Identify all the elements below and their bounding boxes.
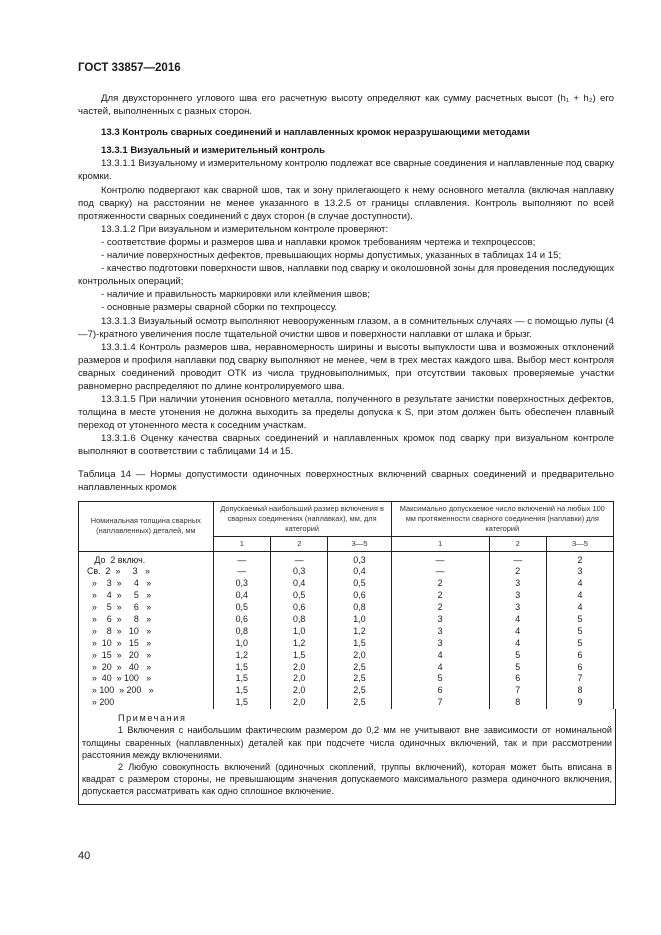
value-cell: 2,0	[293, 661, 306, 672]
thickness-cell: » 6 » 8 »	[87, 613, 152, 624]
value-cell: 0,5	[353, 578, 366, 589]
value-cell: 0,4	[353, 566, 366, 577]
value-cell: 2	[437, 578, 443, 589]
norms-table	[78, 501, 614, 710]
value-cell: —	[237, 554, 247, 565]
value-cell: 5	[577, 613, 583, 624]
value-cell: 1,5	[353, 637, 366, 648]
section-title: 13.3 Контроль сварных соединений и наплавленных кромок неразрушающими методами	[101, 127, 530, 139]
value-cell: 3	[437, 613, 443, 624]
value-cell: 3	[515, 590, 521, 601]
value-cell: 0,3	[353, 554, 366, 565]
value-cell: 1,5	[235, 661, 248, 672]
value-cell: 1,2	[235, 649, 248, 660]
paragraph: Контролю подвергают как сварной шов, так и зону прилегающего к нему основного металла (включая наплавку под сварку) на расстоянии не менее указанного в 13.2.5 от границы сплавления. Контроль выполняют по всей протяженности сварных соединений с двух сторон (в случае доступности).	[78, 184, 614, 222]
value-cell: 7	[515, 685, 521, 696]
value-cell: 2	[437, 590, 443, 601]
value-cell: 2,5	[353, 685, 366, 696]
value-cell: 4	[577, 578, 583, 589]
value-cell: 0,8	[293, 613, 306, 624]
paragraph: 13.3.1.4 Контроль размеров шва, неравномерность ширины и высоты выпуклости шва и возможных отклонений размеров и профиля наплавки под сварку выполняют не менее, чем в трех местах каждого шва. Выбор мест контроля сварных соединений проводит ОТК из числа трудновыполнимых, при отсутствии таковых проверяемые участки равномерно распределяют по длине контролируемого шва.	[78, 341, 614, 392]
value-cell: —	[435, 554, 445, 565]
value-cell: 2,0	[293, 685, 306, 696]
value-cell: 0,8	[235, 625, 248, 636]
value-cell: 4	[437, 661, 443, 672]
page-number: 40	[78, 850, 91, 862]
value-cell: 2,0	[293, 673, 306, 684]
thickness-cell: » 3 » 4 »	[87, 578, 152, 589]
value-cell: 0,6	[353, 590, 366, 601]
list-item: - основные размеры сварной сборки по техпроцессу.	[101, 302, 338, 314]
value-cell: 6	[437, 685, 443, 696]
thickness-cell: Св. 2 » 3 »	[87, 566, 150, 577]
value-cell: 1,2	[353, 625, 366, 636]
value-cell: 1,2	[293, 637, 306, 648]
table-caption: Таблица 14 — Нормы допустимости одиночных поверхностных включений сварных соединений и предварительно наплавленных кромок	[78, 468, 614, 493]
header-count: Максимально допускаемое число включений на любых 100 мм протяженности сварного соединения (наплавки) для категорий	[391, 501, 613, 536]
value-cell: 7	[437, 697, 443, 708]
thickness-cell: » 5 » 6 »	[87, 602, 152, 613]
value-cell: 4	[515, 625, 521, 636]
value-cell: —	[435, 566, 445, 577]
value-cell: 5	[577, 625, 583, 636]
note: 2 Любую совокупность включений (одиночных скоплений, группы включений), которая может быть вписана в квадрат с размером стороны, не превышающим значения допускаемого максимального размера одиночного включения, допускается рассматривать как одно сплошное включение.	[82, 761, 612, 797]
value-column	[489, 551, 546, 709]
value-cell: 1,5	[235, 673, 248, 684]
value-cell: 5	[577, 637, 583, 648]
value-cell: 6	[577, 661, 583, 672]
value-cell: 6	[577, 649, 583, 660]
value-cell: 0,8	[353, 602, 366, 613]
value-cell: 7	[577, 673, 583, 684]
paragraph: 13.3.1.5 При наличии утонения основного металла, полученного в результате зачистки поверхностных дефектов, толщина в месте утонения не должна выходить за пределы допуска к S, при этом должен быть обеспечен плавный переход от утоненного места к соседним участкам.	[78, 394, 614, 432]
value-cell: 3	[515, 602, 521, 613]
value-cell: 0,4	[235, 590, 248, 601]
table-notes	[78, 709, 616, 804]
value-cell: 1,5	[235, 697, 248, 708]
value-cell: 0,5	[293, 590, 306, 601]
thickness-cell: » 40 » 100 »	[87, 673, 152, 684]
value-cell: 2,5	[353, 697, 366, 708]
list-item: - качество подготовки поверхности швов, наплавки под сварку и околошовной зоны для проведения последующих контрольных операций;	[78, 263, 614, 288]
value-cell: 3	[515, 578, 521, 589]
notes-title: Примечания	[118, 713, 187, 724]
value-column	[546, 551, 613, 709]
category-header: 1	[391, 536, 489, 551]
value-cell: 1,0	[353, 613, 366, 624]
value-cell: 8	[577, 685, 583, 696]
list-item: - наличие поверхностных дефектов, превышающих нормы допустимых, указанных в таблицах 14 и 15;	[101, 250, 562, 262]
value-cell: 3	[577, 566, 583, 577]
value-cell: 2	[577, 554, 583, 565]
paragraph: 13.3.1.3 Визуальный осмотр выполняют невооруженным глазом, а в сомнительных случаях — с помощью лупы (4—7)-кратного увеличения после тщательной очистки швов и поверхности наплавки от шлака и брызг.	[78, 315, 614, 340]
value-cell: 3	[437, 625, 443, 636]
value-cell: 0,5	[235, 602, 248, 613]
value-cell: 6	[515, 673, 521, 684]
value-cell: 5	[515, 661, 521, 672]
value-cell: 3	[437, 637, 443, 648]
value-cell: —	[294, 554, 304, 565]
subsection-title: 13.3.1 Визуальный и измерительный контроль	[101, 145, 326, 157]
category-header: 2	[271, 536, 328, 551]
thickness-cell: » 15 » 20 »	[87, 649, 152, 660]
doc-header: ГОСТ 33857—2016	[78, 62, 181, 74]
value-cell: 2,5	[353, 673, 366, 684]
value-column	[328, 551, 391, 709]
value-cell: 5	[515, 649, 521, 660]
value-cell: 4	[577, 602, 583, 613]
value-cell: 0,3	[235, 578, 248, 589]
paragraph: 13.3.1.6 Оценку качества сварных соединений и наплавленных кромок под сварку при визуальном контроле выполняют в соответствии с таблицами 14 и 15.	[78, 433, 614, 458]
thickness-cell: » 10 » 15 »	[87, 637, 152, 648]
value-cell: 8	[515, 697, 521, 708]
thickness-cell: » 20 » 40 »	[87, 661, 152, 672]
value-cell: 0,4	[293, 578, 306, 589]
value-cell: 4	[437, 649, 443, 660]
category-header: 3—5	[546, 536, 613, 551]
value-cell: 5	[437, 673, 443, 684]
thickness-column	[79, 551, 214, 709]
value-cell: 0,3	[293, 566, 306, 577]
value-cell: 1,0	[235, 637, 248, 648]
main-content	[78, 92, 614, 805]
value-column	[213, 551, 270, 709]
thickness-cell: » 100 » 200 »	[87, 685, 154, 696]
value-cell: —	[513, 554, 523, 565]
value-cell: 4	[577, 590, 583, 601]
thickness-cell: » 8 » 10 »	[87, 625, 152, 636]
category-header: 2	[489, 536, 546, 551]
value-cell: 2,0	[353, 649, 366, 660]
value-column	[271, 551, 328, 709]
value-cell: 2,0	[293, 697, 306, 708]
value-cell: 4	[515, 613, 521, 624]
header-thickness: Номинальная толщина сварных (наплавленных) деталей, мм	[79, 501, 214, 551]
paragraph: 13.3.1.1 Визуальному и измерительному контролю подлежат все сварные соединения и наплавленные под сварку кромки.	[78, 158, 614, 183]
category-header: 3—5	[328, 536, 391, 551]
thickness-cell: » 4 » 5 »	[87, 590, 152, 601]
thickness-cell: » 200	[87, 697, 115, 708]
value-cell: 2	[437, 602, 443, 613]
list-item: - соответствие формы и размеров шва и наплавки кромок требованиям чертежа и техпроцессов;	[101, 236, 536, 248]
value-cell: 9	[577, 697, 583, 708]
value-cell: 1,5	[293, 649, 306, 660]
value-cell: 1,0	[293, 625, 306, 636]
thickness-cell: До 2 включ.	[87, 554, 146, 565]
paragraph: 13.3.1.2 При визуальном и измерительном контроле проверяют:	[101, 223, 389, 235]
list-item: - наличие и правильность маркировки или клеймения швов;	[101, 289, 370, 301]
value-cell: 1,5	[235, 685, 248, 696]
value-cell: —	[237, 566, 247, 577]
value-cell: 4	[515, 637, 521, 648]
value-cell: 0,6	[235, 613, 248, 624]
header-size: Допускаемый наибольший размер включения в сварных соединениях (наплавках), мм, для категорий	[213, 501, 391, 536]
value-cell: 0,6	[293, 602, 306, 613]
value-column	[391, 551, 489, 709]
paragraph: Для двухстороннего углового шва его расчетную высоту определяют как сумму расчетных высот (h₁ + h₂) его частей, выполненных с разных сторон.	[78, 93, 614, 118]
category-header: 1	[213, 536, 270, 551]
value-cell: 2,5	[353, 661, 366, 672]
value-cell: 2	[515, 566, 521, 577]
note: 1 Включения с наибольшим фактическим размером до 0,2 мм не учитывают вне зависимости от номинальной толщины сваренных (наплавленных) деталей как при подсчете числа одиночных включений, так и при рассмотрении расстояния между включениями.	[82, 725, 612, 760]
